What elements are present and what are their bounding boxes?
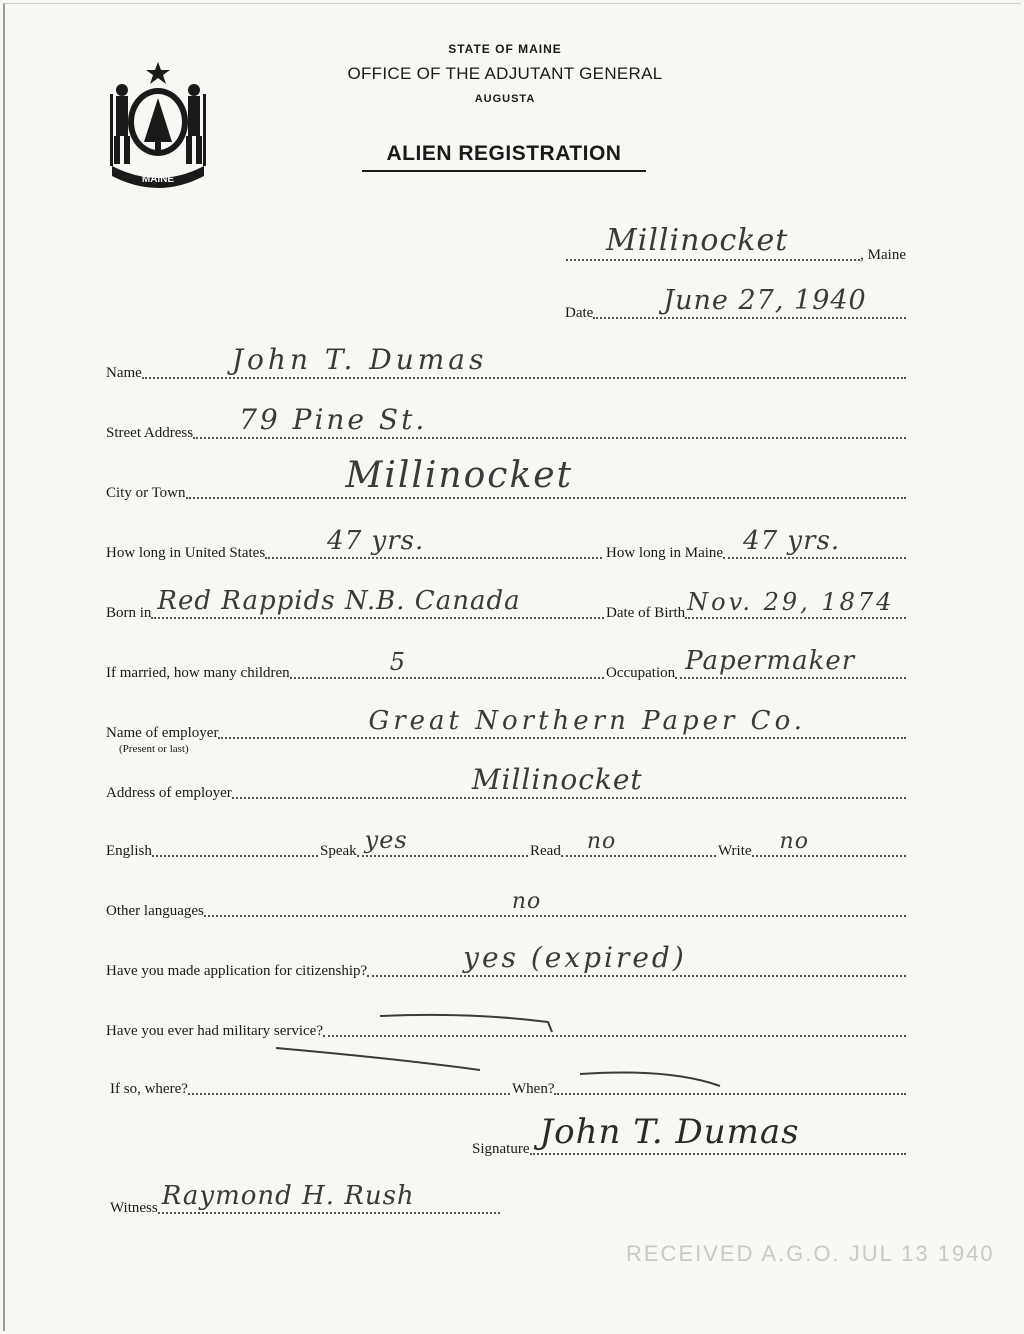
maine-duration-row xyxy=(606,526,906,564)
state-seal-icon xyxy=(104,58,212,188)
name-label: Name xyxy=(106,365,142,381)
occupation-value: Papermaker xyxy=(685,646,856,676)
signature-label: Signature xyxy=(472,1141,530,1157)
employer-field[interactable] xyxy=(218,706,906,739)
blank-dash-marks xyxy=(270,1010,730,1100)
signature-row xyxy=(472,1112,906,1160)
witness-row xyxy=(110,1181,500,1219)
maine-duration-label: How long in Maine xyxy=(606,545,724,561)
name-field[interactable] xyxy=(142,343,906,379)
speak-row xyxy=(320,826,528,862)
english-field[interactable] xyxy=(152,855,318,857)
street-address-label: Street Address xyxy=(106,425,194,441)
employer-address-label: Address of employer xyxy=(106,785,232,801)
birth-date-value: Nov. 29, 1874 xyxy=(687,588,895,616)
city-row xyxy=(106,455,906,504)
english-row xyxy=(106,840,318,862)
other-languages-row xyxy=(106,889,906,922)
name-value: John T. Dumas xyxy=(231,343,488,376)
street-address-value: 79 Pine St. xyxy=(239,403,428,436)
occupation-field[interactable] xyxy=(675,646,906,679)
town-value: Millinocket xyxy=(606,223,789,258)
seal-lettering: MAINE xyxy=(141,174,175,185)
date-row xyxy=(565,285,906,324)
employer-sublabel: (Present or last) xyxy=(119,743,189,755)
write-value: no xyxy=(779,829,809,854)
birth-date-label: Date of Birth xyxy=(606,605,686,621)
employer-row xyxy=(106,706,906,744)
other-languages-label: Other languages xyxy=(106,903,204,919)
speak-field[interactable] xyxy=(357,826,528,857)
birth-date-row xyxy=(606,588,906,624)
birthplace-field[interactable] xyxy=(151,586,604,619)
received-stamp: RECEIVED A.G.O. JUL 13 1940 xyxy=(626,1241,995,1266)
occupation-row xyxy=(606,646,906,684)
city-field[interactable] xyxy=(186,455,906,499)
birthplace-row xyxy=(106,586,604,624)
employer-address-row xyxy=(106,763,906,804)
other-languages-value: no xyxy=(511,889,542,914)
town-label: , Maine xyxy=(860,247,906,263)
read-label: Read xyxy=(530,843,561,859)
name-row xyxy=(106,343,906,384)
speak-value: yes xyxy=(364,826,408,854)
employer-address-field[interactable] xyxy=(232,763,906,799)
military-label: Have you ever had military service? xyxy=(106,1023,323,1039)
birth-date-field[interactable] xyxy=(685,588,906,619)
children-value: 5 xyxy=(389,648,406,676)
city-value: Millinocket xyxy=(345,455,574,496)
date-label: Date xyxy=(565,305,594,321)
employer-value: Great Northern Paper Co. xyxy=(368,706,807,736)
maine-duration-value: 47 yrs. xyxy=(743,526,841,556)
date-value: June 27, 1940 xyxy=(663,285,867,316)
write-label: Write xyxy=(718,843,752,859)
children-row xyxy=(106,648,604,684)
city-label: City or Town xyxy=(106,485,186,501)
write-row xyxy=(718,829,906,862)
citizenship-field[interactable] xyxy=(367,941,906,977)
citizenship-label: Have you made application for citizenship? xyxy=(106,963,368,979)
street-address-row xyxy=(106,403,906,444)
maine-duration-field[interactable] xyxy=(723,526,906,559)
witness-label: Witness xyxy=(110,1200,158,1216)
witness-value: Raymond H. Rush xyxy=(161,1181,415,1211)
read-value: no xyxy=(586,829,617,854)
form-title: ALIEN REGISTRATION xyxy=(362,142,646,172)
birthplace-label: Born in xyxy=(106,605,152,621)
us-duration-value: 47 yrs. xyxy=(327,526,425,556)
signature-field[interactable] xyxy=(530,1112,907,1155)
write-field[interactable] xyxy=(752,829,906,857)
us-duration-label: How long in United States xyxy=(106,545,266,561)
us-duration-row xyxy=(106,526,602,564)
signature-value: John T. Dumas xyxy=(539,1112,800,1152)
city-heading: AUGUSTA xyxy=(474,93,536,105)
speak-label: Speak xyxy=(320,843,357,859)
when-label: When? xyxy=(512,1081,555,1097)
employer-address-value: Millinocket xyxy=(471,763,643,796)
town-field[interactable] xyxy=(566,223,860,261)
read-row xyxy=(530,829,716,862)
other-languages-field[interactable] xyxy=(204,889,906,917)
children-label: If married, how many children xyxy=(106,665,290,681)
street-address-field[interactable] xyxy=(193,403,906,439)
read-field[interactable] xyxy=(561,829,716,857)
birthplace-value: Red Rappids N.B. Canada xyxy=(157,586,521,616)
town-row xyxy=(566,223,906,266)
occupation-label: Occupation xyxy=(606,665,676,681)
employer-label: Name of employer xyxy=(106,725,219,741)
office-heading: OFFICE OF THE ADJUTANT GENERAL xyxy=(347,64,663,83)
citizenship-value: yes (expired) xyxy=(463,941,687,974)
date-field[interactable] xyxy=(593,285,906,319)
english-label: English xyxy=(106,843,152,859)
state-heading: STATE OF MAINE xyxy=(448,42,562,56)
us-duration-field[interactable] xyxy=(265,526,602,559)
children-field[interactable] xyxy=(290,648,604,679)
witness-field[interactable] xyxy=(158,1181,500,1214)
citizenship-row xyxy=(106,941,906,982)
where-label: If so, where? xyxy=(110,1081,188,1097)
